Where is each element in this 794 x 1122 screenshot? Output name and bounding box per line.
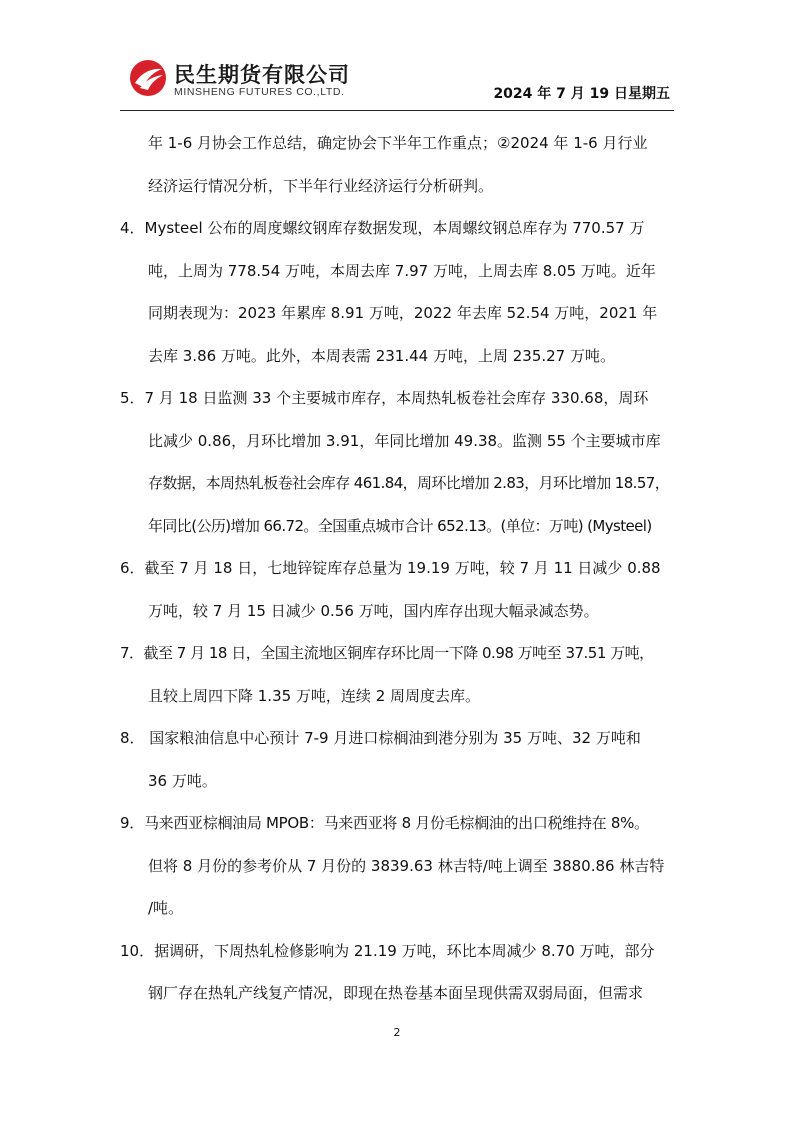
logo-chinese-name: 民生期货有限公司 [174, 63, 350, 87]
logo-english-name: MINSHENG FUTURES CO.,LTD. [174, 86, 345, 98]
list-item-4 [120, 207, 676, 377]
text-line: 经济运行情况分析，下半年行业经济运行分析研判。 [148, 176, 494, 195]
header-divider [120, 110, 674, 111]
text-line: 6．截至 7 月 18 日，七地锌锭库存总量为 19.19 万吨，较 7 月 11 日减少 0.88 [120, 559, 661, 577]
text-line: 10．据调研，下周热轧检修影响为 21.19 万吨，环比本周减少 8.70 万吨，部分 [120, 941, 655, 960]
text-line: 年同比(公历)增加 66.72。全国重点城市合计 652.13。(单位：万吨) (Mysteel) [148, 516, 652, 535]
text-line: /吨。 [148, 899, 184, 917]
text-line: 9．马来西亚棕榈油局 MPOB：马来西亚将 8 月份毛棕榈油的出口税维持在 8%。 [120, 814, 649, 832]
text-line: 万吨，较 7 月 15 日减少 0.56 万吨，国内库存出现大幅录减态势。 [148, 601, 599, 620]
text-line: 4．Mysteel 公布的周度螺纹钢库存数据发现，本周螺纹钢总库存为 770.57 万 [120, 219, 645, 237]
list-item-8 [120, 717, 676, 802]
text-line: 同期表现为：2023 年累库 8.91 万吨，2022 年去库 52.54 万吨，2021 年 [148, 304, 658, 322]
text-line: 且较上周四下降 1.35 万吨，连续 2 周周度去库。 [148, 686, 481, 705]
text-line: 去库 3.86 万吨。此外，本周表需 231.44 万吨，上周 235.27 万吨。 [148, 346, 615, 365]
text-line: 吨，上周为 778.54 万吨，本周去库 7.97 万吨，上周去库 8.05 万吨。近年 [148, 261, 656, 280]
list-item-9 [120, 802, 676, 930]
text-line: 存数据，本周热轧板卷社会库存 461.84，周环比增加 2.83，月环比增加 18.57， [148, 474, 670, 492]
list-item-5 [120, 377, 676, 547]
continuation-paragraph [120, 122, 676, 207]
company-logo [128, 56, 428, 104]
text-line: 年 1-6 月协会工作总结，确定协会下半年工作重点；②2024 年 1-6 月行业 [148, 134, 648, 152]
minsheng-logo-icon [128, 58, 168, 98]
text-line: 5．7 月 18 日监测 33 个主要城市库存，本周热轧板卷社会库存 330.68，周环 [120, 389, 649, 407]
text-line: 36 万吨。 [148, 771, 217, 790]
text-line: 钢厂存在热轧产线复产情况，即现在热卷基本面呈现供需双弱局面，但需求 [148, 984, 644, 1002]
list-item-6 [120, 547, 676, 632]
text-line: 比减少 0.86，月环比增加 3.91，年同比增加 49.38。监测 55 个主要城市库 [148, 431, 661, 450]
text-line: 7．截至 7 月 18 日，全国主流地区铜库存环比周一下降 0.98 万吨至 37.51 万吨， [120, 644, 654, 662]
report-date: 2024 年 7 月 19 日星期五 [493, 86, 670, 102]
list-item-10 [120, 930, 676, 1015]
page-number: 2 [393, 1026, 401, 1039]
page-header [120, 52, 674, 112]
text-line: 8． 国家粮油信息中心预计 7-9 月进口棕榈油到港分别为 35 万吨、32 万吨和 [120, 729, 641, 747]
text-line: 但将 8 月份的参考价从 7 月份的 3839.63 林吉特/吨上调至 3880.86 林吉特 [148, 856, 665, 875]
document-body [120, 122, 676, 1015]
list-item-7 [120, 632, 676, 717]
